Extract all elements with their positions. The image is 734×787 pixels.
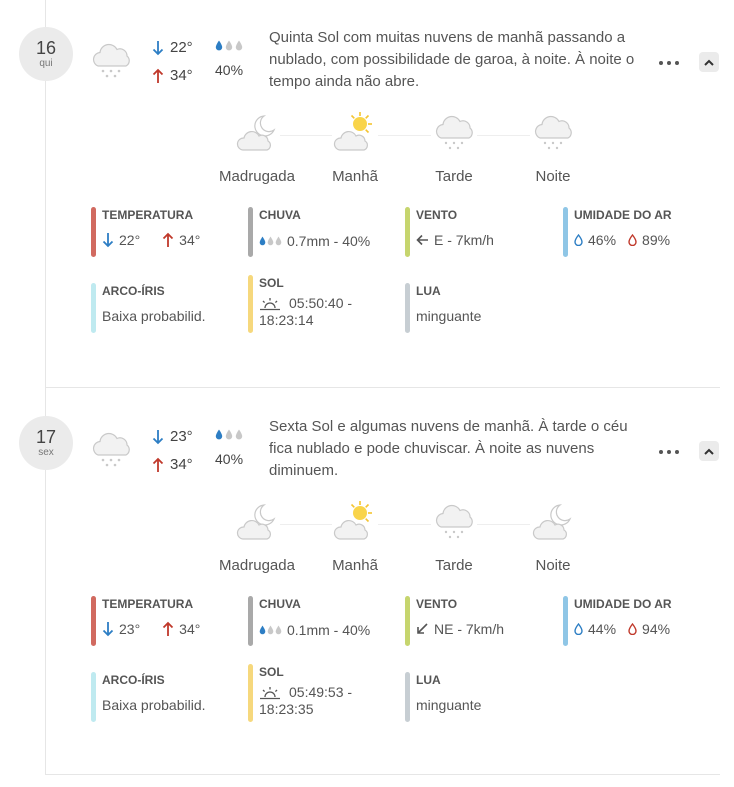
min-temp: 23° — [170, 428, 193, 445]
sunset-value: 18:23:35 — [259, 701, 314, 717]
humidity-min-value: 46% — [588, 232, 617, 248]
humidity-detail — [563, 207, 672, 248]
rain-drops-icon — [259, 621, 282, 639]
arrow-up-icon — [162, 232, 174, 248]
rain-summary — [215, 36, 243, 78]
collapse-button[interactable] — [699, 52, 719, 72]
sun-cloud-icon — [332, 499, 378, 545]
moon-detail — [405, 283, 481, 324]
stat-title: ARCO-ÍRIS — [102, 284, 165, 298]
period-label: Tarde — [435, 557, 473, 574]
rain-detail — [248, 596, 370, 639]
drop-icon — [628, 234, 637, 246]
date-badge — [19, 27, 73, 81]
sun-cloud-icon — [332, 110, 378, 156]
rain-probability: 40% — [215, 62, 244, 78]
rainbow-detail — [91, 672, 206, 713]
period-label: Tarde — [435, 168, 473, 185]
stat-title: TEMPERATURA — [102, 597, 194, 611]
temp-min-value: 22° — [119, 232, 141, 248]
temp-min-value: 23° — [119, 621, 141, 637]
wind-detail — [405, 207, 494, 248]
rain-value: 0.7mm - 40% — [287, 233, 371, 249]
date-number: 17 — [35, 427, 57, 447]
rainbow-value: Baixa probabilid. — [102, 697, 206, 713]
arrow-left-icon — [416, 234, 429, 246]
stat-title: LUA — [416, 284, 441, 298]
temp-max-value: 34° — [179, 621, 201, 637]
stat-title: UMIDADE DO AR — [574, 597, 672, 611]
period-label: Manhã — [332, 168, 378, 185]
arrow-down-left-icon — [416, 623, 429, 635]
cloud-drizzle-icon — [88, 425, 134, 471]
day-description: Sexta Sol e algumas nuvens de manhã. À tarde o céu fica nublado e pode chuviscar. À noite as nuvens diminuem. — [269, 418, 628, 479]
date-number: 16 — [35, 38, 57, 58]
wind-detail — [405, 596, 504, 637]
temp-max-value: 34° — [179, 232, 201, 248]
period-label: Noite — [535, 557, 571, 574]
arrow-down-icon — [102, 621, 114, 637]
arrow-up-icon — [152, 68, 164, 84]
sunrise-value: 05:50:40 - — [289, 295, 353, 311]
stat-title: TEMPERATURA — [102, 208, 194, 222]
arrow-up-icon — [162, 621, 174, 637]
rain-probability: 40% — [215, 451, 244, 467]
wind-value: NE - 7km/h — [434, 621, 505, 637]
sunrise-icon — [259, 297, 281, 311]
humidity-min-value: 44% — [588, 621, 617, 637]
arrow-down-icon — [152, 429, 164, 445]
drop-icon — [574, 623, 583, 635]
sun-detail — [248, 275, 352, 329]
sunrise-icon — [259, 686, 281, 700]
sunset-value: 18:23:14 — [259, 312, 314, 328]
temperature-summary — [152, 423, 193, 479]
arrow-down-icon — [152, 40, 164, 56]
rainbow-detail — [91, 283, 206, 324]
chevron-up-icon — [704, 59, 714, 66]
rainbow-value: Baixa probabilid. — [102, 308, 206, 324]
date-badge — [19, 416, 73, 470]
temperature-summary — [152, 34, 193, 90]
min-temp: 22° — [170, 39, 193, 56]
cloud-drizzle-icon — [88, 36, 134, 82]
rain-detail — [248, 207, 370, 250]
rain-drops-icon — [259, 232, 282, 250]
more-options-button[interactable] — [659, 447, 683, 457]
period-label: Noite — [535, 168, 571, 185]
period-forecast — [208, 499, 598, 579]
stat-title: ARCO-ÍRIS — [102, 673, 165, 687]
stat-title: CHUVA — [259, 597, 301, 611]
stat-title: VENTO — [416, 208, 458, 222]
stat-title: SOL — [259, 665, 284, 679]
moon-value: minguante — [416, 697, 482, 713]
arrow-up-icon — [152, 457, 164, 473]
humidity-detail — [563, 596, 672, 637]
drop-icon — [628, 623, 637, 635]
stat-title: LUA — [416, 673, 441, 687]
temperature-detail — [91, 596, 200, 637]
period-label: Manhã — [332, 557, 378, 574]
arrow-down-icon — [102, 232, 114, 248]
day-forecast — [0, 0, 734, 389]
chevron-up-icon — [704, 448, 714, 455]
moon-cloud-icon — [234, 499, 280, 545]
period-label: Madrugada — [219, 557, 295, 574]
cloud-drizzle-icon — [530, 110, 576, 156]
drop-icon — [574, 234, 583, 246]
temperature-detail — [91, 207, 200, 248]
cloud-drizzle-icon — [431, 110, 477, 156]
more-options-button[interactable] — [659, 58, 683, 68]
date-weekday: qui — [39, 58, 53, 69]
period-label: Madrugada — [219, 168, 295, 185]
moon-cloud-icon — [530, 499, 576, 545]
moon-value: minguante — [416, 308, 482, 324]
stat-title: VENTO — [416, 597, 458, 611]
moon-cloud-icon — [234, 110, 280, 156]
rain-value: 0.1mm - 40% — [287, 622, 371, 638]
day-forecast — [0, 389, 734, 778]
max-temp: 34° — [170, 456, 193, 473]
max-temp: 34° — [170, 67, 193, 84]
rain-summary — [215, 425, 243, 467]
wind-value: E - 7km/h — [434, 232, 494, 248]
humidity-max-value: 94% — [642, 621, 671, 637]
sun-detail — [248, 664, 352, 718]
date-weekday: sex — [38, 447, 54, 458]
sunrise-value: 05:49:53 - — [289, 684, 353, 700]
stat-title: CHUVA — [259, 208, 301, 222]
rain-drops-icon — [215, 36, 243, 54]
day-description: Quinta Sol com muitas nuvens de manhã passando a nublado, com possibilidade de garoa, à noite. À noite o tempo ainda não abre. — [269, 29, 635, 90]
moon-detail — [405, 672, 481, 713]
humidity-max-value: 89% — [642, 232, 671, 248]
stat-title: UMIDADE DO AR — [574, 208, 672, 222]
cloud-drizzle-icon — [431, 499, 477, 545]
rain-drops-icon — [215, 425, 243, 443]
stat-title: SOL — [259, 276, 284, 290]
collapse-button[interactable] — [699, 441, 719, 461]
period-forecast — [208, 110, 598, 190]
